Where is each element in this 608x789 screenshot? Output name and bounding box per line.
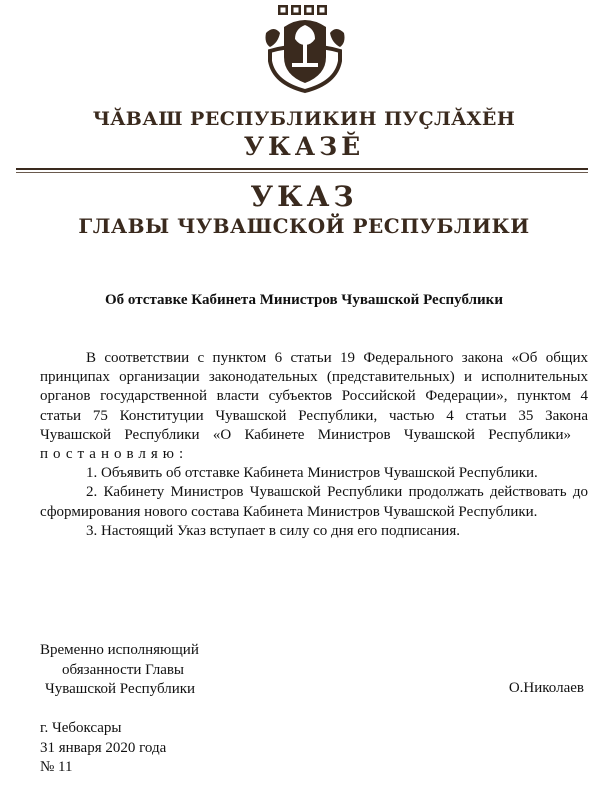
decree-title: УКАЗ	[250, 180, 358, 213]
signature-block	[40, 641, 199, 700]
star-icon	[317, 5, 327, 15]
document-footer	[40, 719, 166, 778]
signer-position-line: обязанности Главы	[62, 661, 185, 678]
preamble-text: В соответствии с пунктом 6 статьи 19 Федерального закона «Об общих принципах организации законодательных (представительных) и исполнительных органов государственной власти субъектов Российской Федерации», пунктом 4 статьи 75 Конституции Чувашской Республики, частью 4 статьи 35 Закона Чувашской Республики «О Кабинете Министров Чувашской Республики»	[40, 350, 588, 443]
header-divider	[16, 168, 588, 173]
document-body	[40, 349, 588, 541]
decree-item: 3. Настоящий Указ вступает в силу со дня его подписания.	[86, 522, 460, 539]
decree-item: 2. Кабинету Министров Чувашской Республики продолжать действовать до сформирования нового состава Кабинета Министров Чувашской Республики.	[40, 484, 588, 520]
star-icon	[291, 5, 301, 15]
issue-city: г. Чебоксары	[40, 720, 122, 736]
chuvash-header-line: ЧĂВАШ РЕСПУБЛИКИН ПУÇЛĂХĔН	[92, 108, 516, 130]
signer-position-line: Чувашской Республики	[45, 681, 196, 697]
star-icon	[278, 5, 288, 15]
coat-of-arms-emblem	[262, 3, 348, 95]
decree-number: № 11	[40, 759, 73, 775]
decree-item: 1. Объявить об отставке Кабинета Министров Чувашской Республики.	[86, 465, 538, 482]
signer-name: О.Николаев	[508, 680, 584, 696]
issue-date: 31 января 2020 года	[40, 739, 167, 756]
preamble-paragraph	[40, 349, 588, 464]
signer-position-line: Временно исполняющий	[40, 642, 199, 658]
star-icon	[304, 5, 314, 15]
document-title: Об отставке Кабинета Министров Чувашской Республики	[105, 292, 503, 308]
decree-word: постановляю:	[40, 446, 189, 463]
chuvash-decree-title: УКАЗĔ	[243, 132, 365, 161]
decree-subtitle: ГЛАВЫ ЧУВАШСКОЙ РЕСПУБЛИКИ	[78, 214, 530, 238]
